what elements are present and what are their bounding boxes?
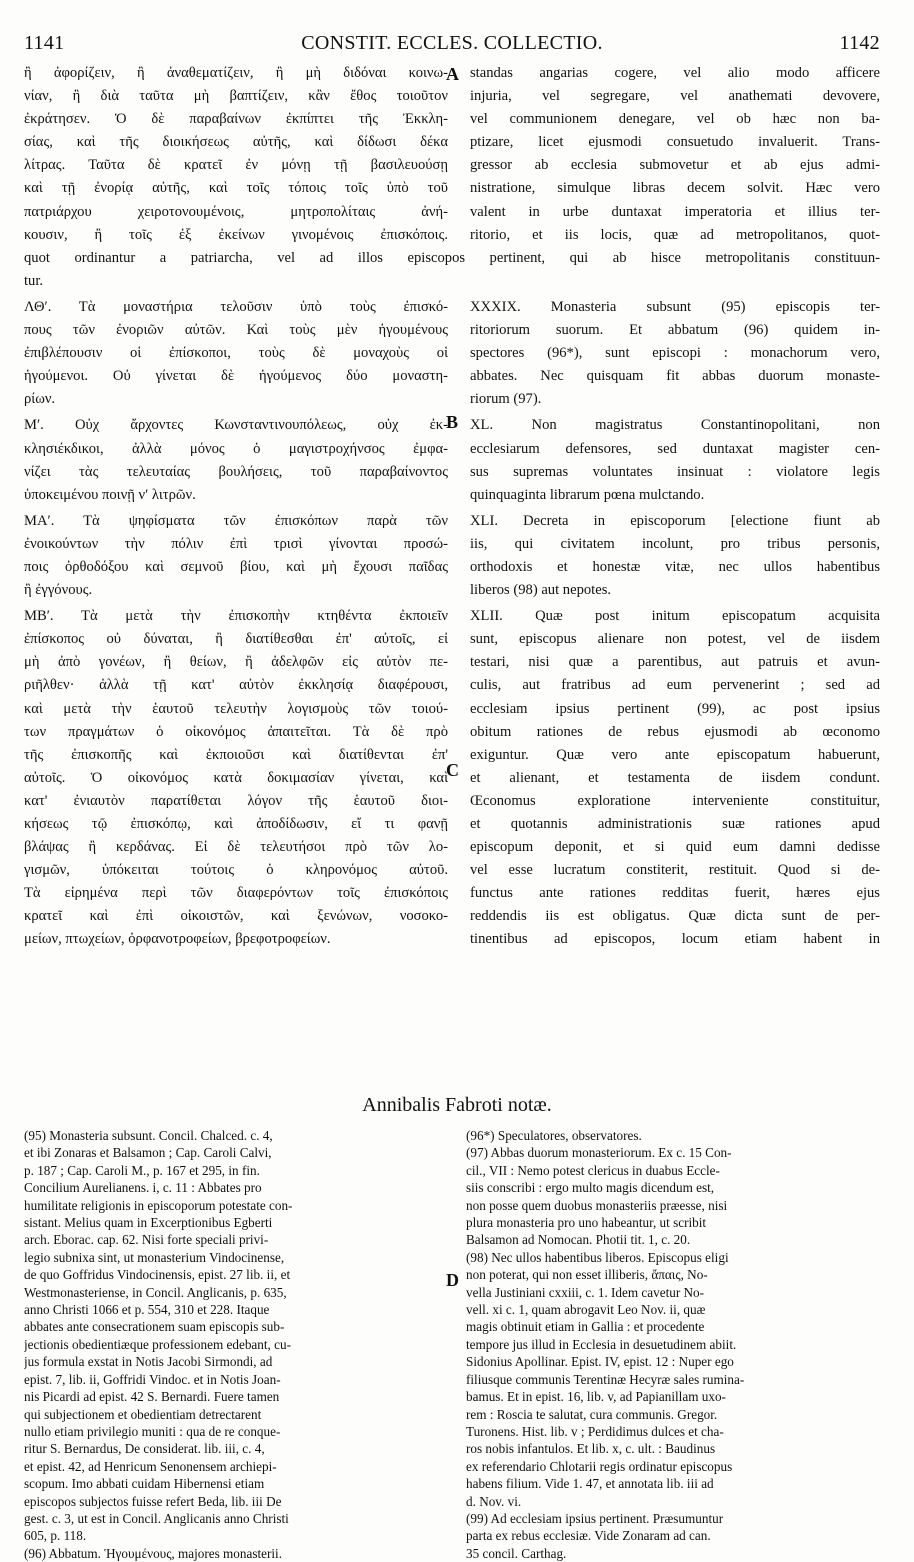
note-line: Concilium Aurelianens. i, c. 11 : Abbates pro <box>24 1180 262 1196</box>
text-line: πατριάρχου χειροτονουμένοις, μητροπολίταις ἀνή- <box>24 203 448 220</box>
note-line: (97) Abbas duorum monasteriorum. Ex c. 15 Con- <box>466 1145 732 1161</box>
text-line: liberos (98) aut nepotes. <box>470 582 612 599</box>
note-line: parta ex rebus ecclesiæ. Vide Zonaram ad can. <box>466 1528 711 1544</box>
note-line: anno Christi 1066 et p. 554, 310 et 228. Itaque <box>24 1302 270 1318</box>
text-line: valent in urbe duntaxat imperatoria et illius ter- <box>470 203 880 220</box>
note-line: et ibi Zonaras et Balsamon ; Cap. Caroli Calvi, <box>24 1145 272 1161</box>
note-line: non poterat, qui non esset illiberis, ἄπαις, No- <box>466 1267 708 1283</box>
text-line: XLII. Quæ post initum episcopatum acquisita <box>470 608 880 625</box>
text-line: σίας, καὶ τῆς διοικήσεως αὐτῆς, καὶ δίδωσι δέκα <box>24 134 448 151</box>
note-line: nullo etiam privilegio muniti : qua de re conque- <box>24 1423 281 1439</box>
section-marker-a: A <box>446 64 459 84</box>
latin-paragraph <box>470 296 880 411</box>
note-line: (98) Nec ullos habentibus liberos. Episcopus eligi <box>466 1249 729 1265</box>
note-line: rem : Roscia te salutat, cura communis. Gregor. <box>466 1406 718 1422</box>
note-line: Balsamon ad Nomocan. Photii tit. 1, c. 20. <box>466 1232 691 1248</box>
text-line: nistratione, simulque libras decem solvit. Hæc vero <box>470 180 880 197</box>
note-line: (99) Ad ecclesiam ipsius pertinent. Præsumuntur <box>466 1510 724 1526</box>
note-line: ritur S. Bernardus, De considerat. lib. iii, c. 4, <box>24 1441 265 1457</box>
text-line: κατ' ἐνιαυτὸν παρατίθεται λόγον τῆς ἑαυτοῦ διοι- <box>24 792 448 809</box>
note-line: legio subnixa sint, ut monasterium Vindocinense, <box>24 1249 285 1265</box>
text-line: ποις ὀρθοδόξου καὶ σεμνοῦ βίου, καὶ μὴ ἔχουσι παῖδας <box>24 558 448 575</box>
note-line: epist. 7, lib. ii, Goffridi Vindoc. et in Notis Joan- <box>24 1371 281 1387</box>
note-line: abbates ante consecrationem suam episcopis sub- <box>24 1319 285 1335</box>
page-number-left: 1141 <box>24 32 65 54</box>
note-line: nis Picardi ad epist. 42 S. Bernardi. Fuere tamen <box>24 1389 280 1405</box>
text-line: βλάψας ἢ κερδάνας. Εἰ δὲ τελευτήσοι πρὸ τῶν λο- <box>24 839 448 856</box>
text-line: ritorio, et iis locis, quæ ad metropolitanos, quot- <box>470 226 880 243</box>
running-title: CONSTIT. ECCLES. COLLECTIO. <box>301 32 603 54</box>
text-line: κρατεῖ καὶ ἐπὶ οἰκοιστῶν, καὶ ξενώνων, νοσοκο- <box>24 908 448 925</box>
text-line: γισμῶν, ὑπόκειται τούτοις ὁ κληρονόμος αὐτοῦ. <box>24 862 448 879</box>
latin-paragraph <box>470 510 880 602</box>
text-line: ἢ ἐγγόνους. <box>24 582 93 599</box>
text-line: κουσιν, ἢ τοῖς ἐξ ἐκείνων γινομένοις ἐπισκόποις. <box>24 226 448 243</box>
text-line: μὴ ἀπὸ γονέων, ἢ θείων, ἢ ἀδελφῶν εἰς αὐτὸν πε- <box>24 654 448 671</box>
latin-paragraph <box>470 414 880 506</box>
text-line: Œconomus exploratione interveniente constituitur, <box>470 792 880 809</box>
text-line: ἐκράτησεν. Ὁ δὲ παραβαίνων ἐκπίπτει τῆς Ἐκκλη- <box>24 111 448 128</box>
text-line: tur. <box>24 272 44 289</box>
note-line: vella Justiniani cxxiii, c. 1. Idem cavetur No- <box>466 1284 705 1300</box>
note-line: et epist. 42, ad Henricum Senonensem archiepi- <box>24 1458 277 1474</box>
note-line: vell. xi c. 1, quam abrogavit Leo Nov. ii, quæ <box>466 1302 706 1318</box>
greek-column <box>24 62 448 247</box>
note-line: episcopos subjectos fuisse refert Beda, lib. iii De <box>24 1493 282 1509</box>
text-line: ριῆλθεν· ἀλλὰ τῇ κατ' αὐτὸν ἐκκλησίᾳ διαφέρουσι, <box>24 677 448 694</box>
text-line: riorum (97). <box>470 391 542 408</box>
note-line: gest. c. 3, ut est in Concil. Anglicanis anno Christi <box>24 1510 289 1526</box>
text-line: exiguntur. Quæ vero ante episcopatum habuerunt, <box>470 746 880 763</box>
text-line: καὶ μετὰ τὴν ἑαυτοῦ τελευτὴν λογισμοὺς τῶν τοιού- <box>24 700 448 717</box>
note-line: Sidonius Apollinar. Epist. IV, epist. 12 : Nuper ego <box>466 1354 734 1370</box>
text-line: νίζει τὰς τελευταίας βουλήσεις, τοῦ παραβαίνοντος <box>24 463 448 480</box>
text-line: episcopum deponit, et si quid eum damni dedisse <box>470 839 880 856</box>
note-line: p. 187 ; Cap. Caroli M., p. 167 et 295, in fin. <box>24 1162 260 1178</box>
main-text <box>24 62 880 952</box>
text-line: ecclesiarum defensores, sed duntaxat magister cen- <box>470 440 880 457</box>
text-line: ὑποκειμένου ποινῇ νʹ λιτρῶν. <box>24 486 196 503</box>
text-line: ΜΑʹ. Τὰ ψηφίσματα τῶν ἐπισκόπων παρὰ τῶν <box>24 512 448 529</box>
note-line: jectionis obedientiæque professionem edebant, cu- <box>24 1336 291 1352</box>
page-number-right: 1142 <box>839 32 880 54</box>
notes-heading: Annibalis Fabroti notæ. <box>362 1094 552 1116</box>
note-line: cil., VII : Nemo potest clericus in duabus Eccle- <box>466 1162 720 1178</box>
text-line: XL. Non magistratus Constantinopolitani, non <box>470 417 880 434</box>
text-line: ritoriorum suorum. Et abbatum (96) quidem in- <box>470 322 880 339</box>
note-line: jus formula exstat in Notis Jacobi Sirmondi, ad <box>24 1354 273 1370</box>
text-line: orthodoxis et honestæ vitæ, nec ullos habentibus <box>470 558 880 575</box>
text-line: ἐνοικούντων τὴν πόλιν ἐπὶ τρισὶ γίνονται προσώ- <box>24 535 448 552</box>
text-line: ptizare, licet ejusmodi consuetudo invaluerit. Trans- <box>470 134 880 151</box>
footnotes-right-column <box>466 1127 880 1562</box>
section-marker-c: C <box>446 760 459 780</box>
text-line: testari, nisi quæ a parentibus, aut patruis et avun- <box>470 654 880 671</box>
text-line: ἐπίσκοπος οὐ δύναται, ἢ διατίθεσθαι ἐπ' αὐτοῖς, εἰ <box>24 631 448 648</box>
text-line: XLI. Decreta in episcoporum [electione fiunt ab <box>470 512 880 529</box>
note-line: bamus. Et in epist. 16, lib. v, ad Papianillam uxo- <box>466 1389 726 1405</box>
text-line: et quotannis administrationis suæ rationes apud <box>470 816 880 832</box>
text-line: μείων, πτωχείων, ὀρφανοτροφείων, βρεφοτροφείων. <box>24 931 331 948</box>
latin-paragraph <box>470 605 880 951</box>
text-line: spectores (96*), sunt episcopi : monachorum vero, <box>470 345 880 362</box>
text-line: culis, aut fratribus ad eum pervenerint ; sed ad <box>470 677 880 694</box>
text-line: ἡγούμενοι. Οὐ γίνεται δὲ ἡγούμενος δύο μοναστη- <box>24 368 448 385</box>
text-line: reddendis iis est obligatus. Quæ dicta sunt de per- <box>470 908 880 925</box>
text-line: ΛΘʹ. Τὰ μοναστήρια τελοῦσιν ὑπὸ τοὺς ἐπισκό- <box>24 298 448 315</box>
note-line: magis obtinuit etiam in Gallia : et procedente <box>466 1319 705 1335</box>
note-line: sistant. Melius quam in Excerptionibus Egberti <box>24 1215 273 1231</box>
text-line: κλησιέκδικοι, ἀλλὰ μόνος ὁ μαγιστροχήνσος ἐμφα- <box>24 440 448 457</box>
greek-paragraph <box>24 414 448 506</box>
text-line: obitum rationes de rebus ejusmodi ab œconomo <box>470 723 880 740</box>
text-line: quinquaginta librarum pœna mulctando. <box>470 486 705 503</box>
text-line: et alienant, et testamenta de iisdem condunt. <box>470 769 880 786</box>
text-line: ἐπιβλέπουσιν οἱ ἐπίσκοποι, τοὺς δὲ μοναχοὺς οἱ <box>24 345 448 362</box>
greek-paragraph <box>24 605 448 951</box>
section-marker-b: B <box>446 412 459 432</box>
text-line: Μʹ. Οὐχ ἄρχοντες Κωνσταντινουπόλεως, οὐχ ἐκ- <box>24 417 448 434</box>
text-line: tinentibus ad episcopos, locum etiam habent in <box>470 931 880 948</box>
text-line: sunt, episcopus alienare non potest, vel de iisdem <box>470 631 880 648</box>
text-line: iis, qui civitatem incolunt, pro tribus personis, <box>470 535 880 552</box>
text-line: standas angarias cogere, vel alio modo afficere <box>470 65 880 81</box>
text-line: ρίων. <box>24 391 56 408</box>
text-line: λίτρας. Ταῦτα δὲ κρατεῖ ἐν μόνῃ τῇ βασιλευούσῃ <box>24 157 448 174</box>
text-line: sus supremas voluntates insinuat : violatore legis <box>470 463 880 480</box>
text-line: αὐτοῖς. Ὁ οἰκονόμος κατὰ δοκιμασίαν γίνεται, καὶ <box>24 769 448 786</box>
note-line: (96*) Speculatores, observatores. <box>466 1128 642 1143</box>
section-1 <box>24 62 880 247</box>
text-line: νίαν, ἢ διὰ ταῦτα μὴ βαπτίζειν, κἂν ἔθος τοιοῦτον <box>24 88 448 105</box>
text-line: πους τῶν ἐνοριῶν αὐτῶν. Καὶ τοὺς μὲν ἡγουμένους <box>24 322 448 339</box>
section-2 <box>24 296 880 952</box>
latin-column <box>470 62 880 247</box>
text-line: Τὰ εἰρημένα περὶ τῶν διαφερόντων τοῖς ἐπισκόποις <box>24 885 448 902</box>
text-line: functus ante rationes redditas fuerit, hæres ejus <box>470 885 880 902</box>
footnotes-left-column <box>24 1127 444 1562</box>
note-line: plura monasteria pro uno habeantur, ut scribit <box>466 1215 707 1231</box>
text-line: ecclesiam ipsius pertinent (99), ac post ipsius <box>470 700 880 717</box>
text-line: vel communionem denegare, vel ob hæc non ba- <box>470 111 880 128</box>
latin-column <box>470 296 880 952</box>
note-line: d. Nov. vi. <box>466 1493 522 1509</box>
text-line: κήσεως τῷ ἐπισκόπῳ, καὶ ἀποδίδωσιν, εἴ τι φανῇ <box>24 816 448 832</box>
note-line: 35 concil. Carthag. <box>466 1545 567 1561</box>
note-line: (96) Abbatum. Ἡγουμένους, majores monasterii. <box>24 1545 283 1561</box>
note-line: arch. Eborac. cap. 62. Nisi forte speciali privi- <box>24 1232 269 1248</box>
note-line: habens filium. Vide 1. 47, et annotata lib. iii ad <box>466 1476 714 1492</box>
note-line: ex referendario Chlotarii regis ordinatur episcopus <box>466 1458 733 1474</box>
page-header <box>24 32 880 58</box>
full-width-text <box>24 247 880 293</box>
note-line: de quo Goffridus Vindocinensis, epist. 27 lib. ii, et <box>24 1267 291 1283</box>
note-line: (95) Monasteria subsunt. Concil. Chalced. c. 4, <box>24 1128 273 1143</box>
footnotes <box>24 1127 880 1562</box>
note-line: ros nobis infantulos. Et lib. x, c. ult. : Baudinus <box>466 1441 716 1457</box>
text-line: ΜΒʹ. Τὰ μετὰ τὴν ἐπισκοπὴν κτηθέντα ἐκποιεῖν <box>24 608 448 625</box>
text-line: injuria, vel segregare, vel anathemati devovere, <box>470 88 880 105</box>
note-line: tempore jus illud in Ecclesia in desuetudinem abiit. <box>466 1336 737 1352</box>
note-line: 605, p. 118. <box>24 1528 87 1544</box>
text-line: vel esse lucratum constiterit, restituit. Quod si de- <box>470 862 880 879</box>
greek-paragraph <box>24 296 448 411</box>
note-line: qui subjectionem et obedientiam detrectarent <box>24 1406 262 1422</box>
text-line: ἢ ἀφορίζειν, ἢ ἀναθεματίζειν, ἢ μὴ διδόναι κοινω- <box>24 65 448 81</box>
text-line: τῆς ἐπισκοπῆς καὶ ἐκποιοῦσι καὶ διατίθενται ἐπ' <box>24 746 448 763</box>
text-line: gressor ab ecclesia submovetur et ab ejus admi- <box>470 157 880 174</box>
text-line: των πραγμάτων ὁ οἰκονόμος ἀπαιτεῖται. Τὰ δὲ πρὸ <box>24 723 448 740</box>
greek-paragraph <box>24 510 448 602</box>
note-line: non posse quem duobus monasteriis præesse, nisi <box>466 1197 728 1213</box>
note-line: scopum. Imo abbati cuidam Hibernensi etiam <box>24 1476 265 1492</box>
text-line: abbates. Nec quisquam fit abbas duorum monaste- <box>470 368 880 385</box>
text-line: XXXIX. Monasteria subsunt (95) episcopis ter- <box>470 298 880 315</box>
note-line: filiusque communis Terentinæ Hecyræ sales rumina- <box>466 1371 745 1387</box>
text-line: καὶ τῇ ἐνορίᾳ αὐτῆς, καὶ τοῖς τόποις τοῖς ὑπὸ τοῦ <box>24 180 448 197</box>
section-marker-d: D <box>446 1270 459 1290</box>
text-line: quot ordinantur a patriarcha, vel ad illos episcopos pertinent, qui ab hisce metropolitanis constituun- <box>24 249 880 266</box>
note-line: Turonens. Hist. lib. v ; Perdidimus dulces et cha- <box>466 1423 724 1439</box>
note-line: humilitate religionis in episcoporum potestate con- <box>24 1197 293 1213</box>
note-line: siis conscribi : ergo multo magis dicendum est, <box>466 1180 715 1196</box>
greek-column <box>24 296 448 952</box>
note-line: Westmonasteriense, in Concil. Anglicanis, p. 635, <box>24 1284 287 1300</box>
